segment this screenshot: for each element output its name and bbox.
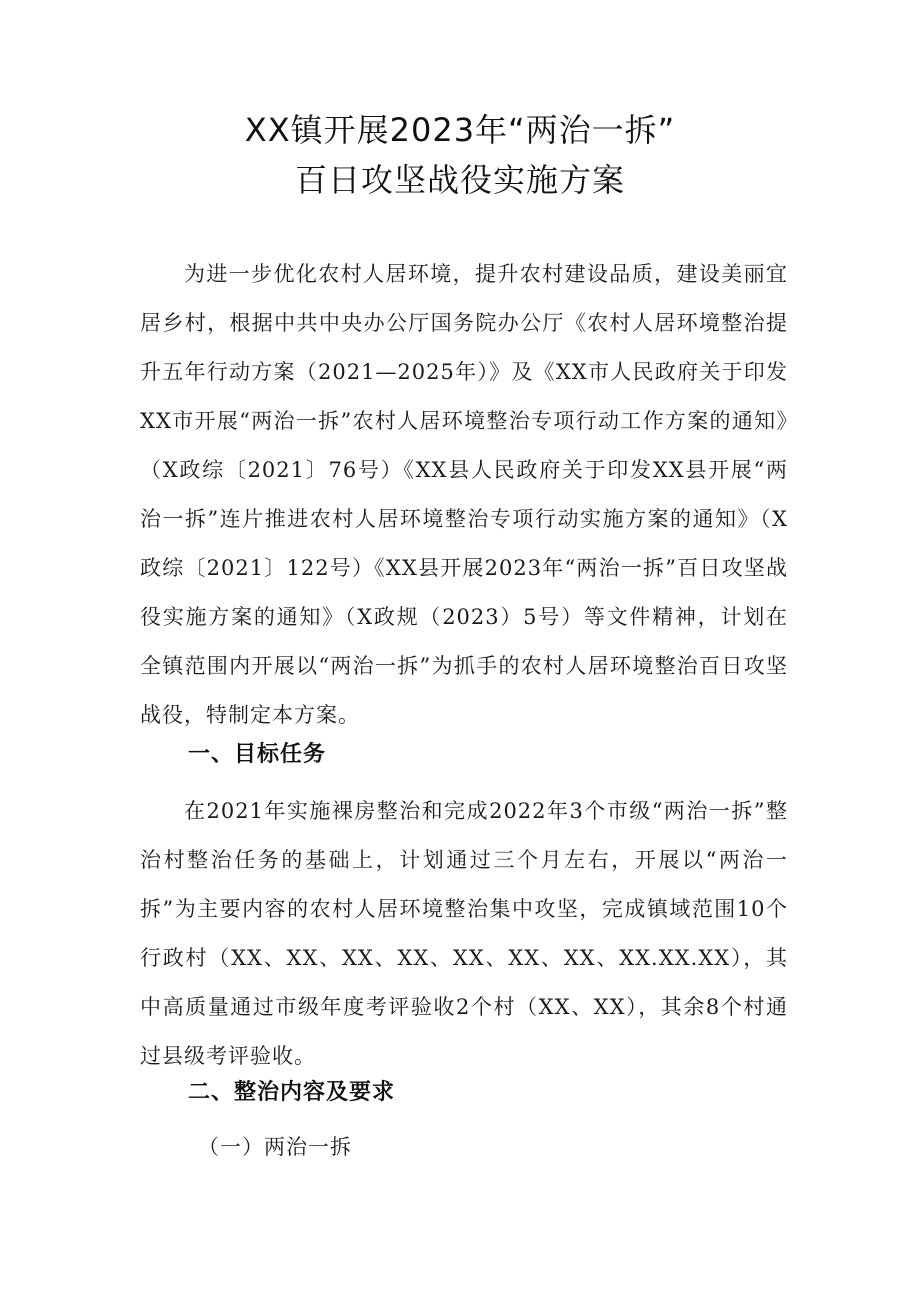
subsection-heading-two-governance-one-demolition: （一）两治一拆	[198, 1135, 352, 1159]
section-heading-goals: 一、目标任务	[188, 742, 327, 767]
intro-paragraph: 为进一步优化农村人居环境，提升农村建设品质，建设美丽宜居乡村，根据中共中央办公厅国务院办公厅《农村人居环境整治提升五年行动方案（2021—2025年）》及《XX市人民政府关于印发XX市开展“两治一拆”农村人居环境整治专项行动工作方案的通知》（X政综〔2021〕76号）《XX县人民政府关于印发XX县开展“两治一拆”连片推进农村人居环境整治专项行动实施方案的通知》（X政综〔2021〕122号）《XX县开展2023年“两治一拆”百日攻坚战役实施方案的通知》（X政规（2023）5号）等文件精神，计划在全镇范围内开展以“两治一拆”为抓手的农村人居环境整治百日攻坚战役，特制定本方案。	[140, 262, 788, 727]
goals-paragraph: 在2021年实施裸房整治和完成2022年3个市级“两治一拆”整治村整治任务的基础上，计划通过三个月左右，开展以“两治一拆”为主要内容的农村人居环境整治集中攻坚，完成镇域范围10个行政村（XX、XX、XX、XX、XX、XX、XX、XX.XX.XX），其中高质量通过市级年度考评验收2个村（XX、XX），其余8个村通过县级考评验收。	[140, 799, 788, 1068]
section-heading-content: 二、整治内容及要求	[188, 1080, 396, 1105]
document-title-line1: XX镇开展2023年“两治一拆”	[244, 111, 676, 149]
document-title-line2: 百日攻坚战役实施方案	[294, 161, 625, 199]
